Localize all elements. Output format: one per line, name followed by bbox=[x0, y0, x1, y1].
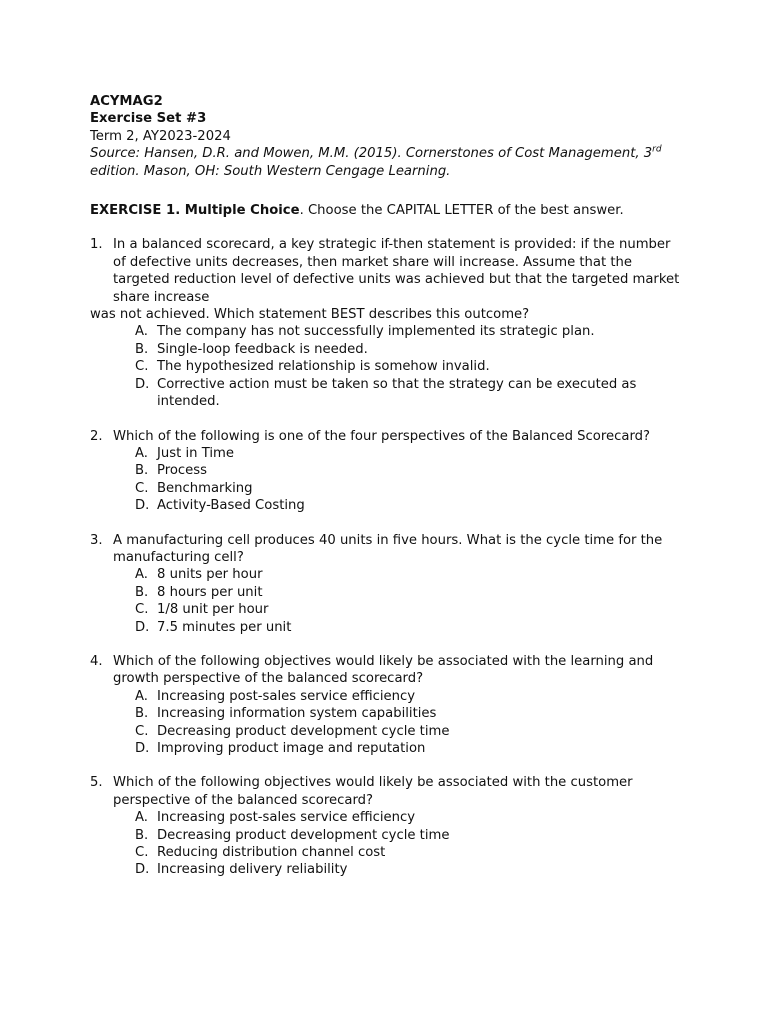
question-1 bbox=[90, 236, 680, 410]
term-line: Term 2, AY2023-2024 bbox=[90, 128, 231, 144]
question-text-continued: was not achieved. Which statement BEST describes this outcome? bbox=[90, 307, 530, 323]
choice-text: Improving product image and reputation bbox=[157, 741, 426, 756]
choice-item bbox=[135, 844, 680, 861]
choice-text: Increasing post-sales service efficiency bbox=[157, 810, 416, 826]
choice-item bbox=[135, 809, 680, 826]
choice-letter: A. bbox=[135, 567, 148, 583]
choice-text: Activity-Based Costing bbox=[157, 498, 305, 514]
document-page bbox=[90, 93, 680, 879]
choice-text: Increasing post-sales service efficiency bbox=[157, 688, 416, 704]
question-text: In a balanced scorecard, a key strategic if-then statement is provided: if the number of defective units decreases, then market share will increase. Assume that the targeted reduction level of defective units was achieved but that the targeted market share increase bbox=[113, 237, 680, 305]
question-number: 1. bbox=[90, 237, 103, 253]
choice-letter: A. bbox=[135, 324, 148, 340]
choice-text: Just in Time bbox=[157, 445, 234, 461]
question-number: 3. bbox=[90, 532, 103, 548]
choice-letter: C. bbox=[135, 359, 149, 375]
choice-letter: C. bbox=[135, 480, 149, 496]
choice-item bbox=[135, 584, 680, 601]
choice-item bbox=[135, 688, 680, 705]
choice-item bbox=[135, 341, 680, 358]
choice-text: Increasing information system capabilities bbox=[157, 706, 437, 722]
choice-item bbox=[135, 445, 680, 462]
choice-letter: B. bbox=[135, 341, 149, 357]
choice-item bbox=[135, 462, 680, 479]
choice-item bbox=[135, 376, 680, 411]
choice-letter: B. bbox=[135, 584, 149, 600]
choice-letter: D. bbox=[135, 376, 150, 392]
question-text: Which of the following objectives would likely be associated with the learning and growth perspective of the balanced scorecard? bbox=[113, 653, 654, 687]
choice-letter: B. bbox=[135, 706, 149, 722]
choice-text: 1/8 unit per hour bbox=[157, 602, 269, 618]
choice-item bbox=[135, 740, 680, 757]
choice-text: Decreasing product development cycle time bbox=[157, 723, 450, 739]
choice-item bbox=[135, 566, 680, 583]
source-text-a: Source: Hansen, D.R. and Mowen, M.M. (2015). Cornerstones of Cost Management, 3 bbox=[90, 146, 653, 162]
question-text: Which of the following is one of the four perspectives of the Balanced Scorecard? bbox=[113, 428, 651, 444]
choice-text: Process bbox=[157, 463, 208, 479]
choice-letter: A. bbox=[135, 688, 148, 704]
choice-text: The company has not successfully implemented its strategic plan. bbox=[157, 324, 595, 340]
choice-item bbox=[135, 497, 680, 514]
choice-text: Corrective action must be taken so that the strategy can be executed as intended. bbox=[157, 376, 637, 410]
question-number: 5. bbox=[90, 775, 103, 791]
exercise-set-title: Exercise Set #3 bbox=[90, 111, 207, 127]
source-text-b: edition. Mason, OH: South Western Cengage Learning. bbox=[90, 163, 451, 179]
question-2 bbox=[90, 428, 680, 515]
question-text: Which of the following objectives would likely be associated with the customer perspective of the balanced scorecard? bbox=[113, 775, 633, 808]
choice-letter: C. bbox=[135, 602, 149, 618]
choice-letter: D. bbox=[135, 862, 150, 878]
choice-text: The hypothesized relationship is somehow invalid. bbox=[157, 359, 490, 375]
choice-list bbox=[135, 809, 680, 879]
choice-text: 7.5 minutes per unit bbox=[157, 619, 292, 635]
choice-text: Reducing distribution channel cost bbox=[157, 845, 386, 861]
choice-text: Benchmarking bbox=[157, 480, 253, 496]
choice-text: Single-loop feedback is needed. bbox=[157, 341, 368, 357]
choice-text: Increasing delivery reliability bbox=[157, 862, 348, 878]
choice-item bbox=[135, 827, 680, 844]
choice-text: 8 hours per unit bbox=[157, 584, 263, 600]
choice-letter: D. bbox=[135, 498, 150, 514]
choice-list bbox=[135, 566, 680, 636]
exercise-heading bbox=[90, 202, 680, 219]
source-citation bbox=[90, 145, 680, 180]
choice-list bbox=[135, 688, 680, 758]
exercise-label: EXERCISE 1. Multiple Choice bbox=[90, 203, 300, 219]
choice-letter: C. bbox=[135, 845, 149, 861]
question-4 bbox=[90, 653, 680, 757]
source-superscript: rd bbox=[652, 144, 662, 155]
choice-letter: A. bbox=[135, 810, 148, 826]
choice-list bbox=[135, 323, 680, 410]
exercise-instruction: . Choose the CAPITAL LETTER of the best answer. bbox=[299, 203, 624, 219]
choice-item bbox=[135, 480, 680, 497]
course-code: ACYMAG2 bbox=[90, 94, 163, 109]
question-number: 4. bbox=[90, 653, 103, 669]
choice-letter: B. bbox=[135, 463, 149, 479]
choice-item bbox=[135, 705, 680, 722]
choice-item bbox=[135, 358, 680, 375]
choice-item bbox=[135, 861, 680, 878]
question-number: 2. bbox=[90, 428, 103, 444]
choice-item bbox=[135, 619, 680, 636]
choice-text: 8 units per hour bbox=[157, 567, 263, 583]
choice-list bbox=[135, 445, 680, 515]
question-text: A manufacturing cell produces 40 units in five hours. What is the cycle time for the manufacturing cell? bbox=[113, 532, 663, 565]
choice-letter: B. bbox=[135, 827, 149, 843]
choice-item bbox=[135, 601, 680, 618]
choice-item bbox=[135, 323, 680, 340]
question-5 bbox=[90, 774, 680, 878]
choice-letter: D. bbox=[135, 619, 150, 635]
choice-item bbox=[135, 723, 680, 740]
choice-letter: D. bbox=[135, 741, 150, 756]
choice-letter: C. bbox=[135, 723, 149, 739]
choice-text: Decreasing product development cycle time bbox=[157, 827, 450, 843]
choice-letter: A. bbox=[135, 445, 148, 461]
question-3 bbox=[90, 532, 680, 636]
